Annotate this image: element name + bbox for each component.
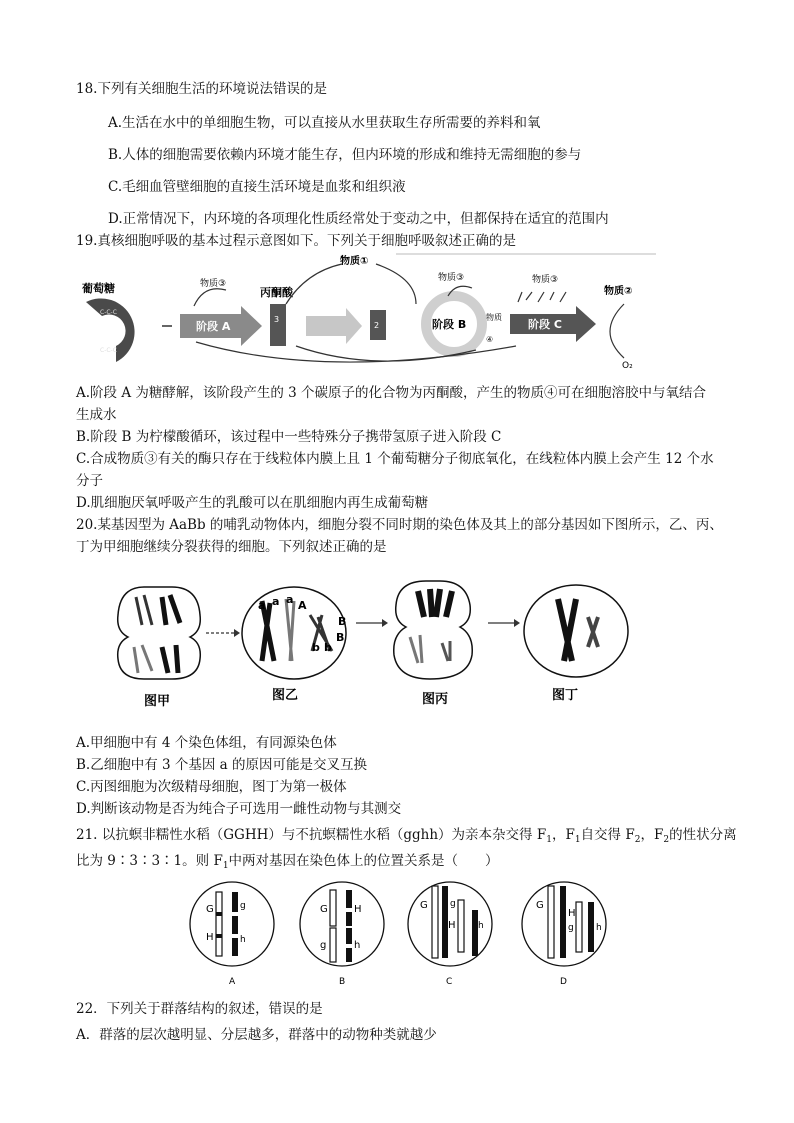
q22-option-a: A．群落的层次越明显、分层越多，群落中的动物种类就越少 <box>76 1027 437 1043</box>
q18-option-c: C.毛细血管壁细胞的直接生活环境是血浆和组织液 <box>108 179 406 195</box>
q19-stem: 19.真核细胞呼吸的基本过程示意图如下。下列关于细胞呼吸叙述正确的是 <box>76 233 516 249</box>
substance-3-label-1: 物质③ <box>200 279 227 289</box>
svg-text:G: G <box>320 904 328 915</box>
substance-2-label: 物质② <box>604 286 633 297</box>
q19-option-a-line2: 生成水 <box>76 407 117 423</box>
substance-3-label-2: 物质③ <box>438 273 465 283</box>
svg-text:h: h <box>596 923 602 933</box>
stage-c-label: 阶段 C <box>528 318 562 331</box>
q18-option-a: A.生活在水中的单细胞生物，可以直接从水里获取生存所需要的养料和氧 <box>108 115 541 131</box>
option-c-label: C <box>446 977 453 987</box>
pyruvate-block <box>270 304 286 346</box>
pyruvate-label: 丙酮酸 <box>260 286 293 299</box>
svg-text:g: g <box>240 901 246 911</box>
q20-option-b: B.乙细胞中有 3 个基因 a 的原因可能是交叉互换 <box>76 757 368 773</box>
q18-option-d: D.正常情况下，内环境的各项理化性质经常处于变动之中，但都保持在适宜的范围内 <box>108 211 609 227</box>
q20-option-a: A.甲细胞中有 4 个染色体组，有同源染色体 <box>76 735 337 751</box>
svg-text:G: G <box>536 900 544 911</box>
cell-jia <box>118 587 201 679</box>
stage-a-label: 阶段 A <box>196 320 231 333</box>
cell-division-figure <box>100 575 660 710</box>
q20-option-d: D.判断该动物是否为纯合子可选用一雌性动物与其测交 <box>76 801 402 817</box>
stage-b-label: 阶段 B <box>432 318 467 331</box>
substance-4-label: 物质 <box>486 313 502 322</box>
respiration-diagram <box>76 250 676 375</box>
transport-arrow <box>306 308 362 344</box>
gene-label-6: B <box>336 631 345 644</box>
q19-option-a-line1: A.阶段 A 为糖酵解，该阶段产生的 3 个碳原子的化合物为丙酮酸，产生的物质④可在细胞溶胶中与氧结合 <box>76 385 707 401</box>
gene-label-7: b <box>312 641 320 654</box>
option-b-label: B <box>339 977 346 987</box>
cell-ding <box>524 585 628 677</box>
option-d-label: D <box>560 977 567 987</box>
q18-option-b: B.人体的细胞需要依赖内环境才能生存，但内环境的形成和维持无需细胞的参与 <box>108 147 582 163</box>
q18-stem: 18.下列有关细胞生活的环境说法错误的是 <box>76 81 327 97</box>
svg-text:g: g <box>568 923 574 933</box>
svg-text:C-C-C: C-C-C <box>100 309 117 316</box>
figure-ding-label: 图丁 <box>552 688 579 703</box>
gene-label-8: b <box>324 641 332 654</box>
svg-text:3: 3 <box>274 315 280 324</box>
q19-option-c-line2: 分子 <box>76 473 103 489</box>
figure-jia-label: 图甲 <box>144 694 171 709</box>
svg-text:G: G <box>420 900 428 911</box>
svg-text:h: h <box>240 935 246 945</box>
gene-label-1: a <box>258 599 266 612</box>
svg-text:H: H <box>206 932 214 943</box>
svg-text:H: H <box>448 920 456 931</box>
o2-label: O₂ <box>622 361 633 371</box>
q22-stem: 22．下列关于群落结构的叙述，错误的是 <box>76 1001 323 1017</box>
q19-option-c-line1: C.合成物质③有关的酶只存在于线粒体内膜上且 1 个葡萄糖分子彻底氧化，在线粒体内膜上会产生 12 个水 <box>76 451 714 467</box>
gene-label-2: a <box>272 595 280 608</box>
svg-text:h: h <box>354 940 361 951</box>
svg-text:g: g <box>320 940 327 951</box>
q19-option-d: D.肌细胞厌氧呼吸产生的乳酸可以在肌细胞内再生成葡萄糖 <box>76 495 429 511</box>
gene-label-3: a <box>286 593 294 606</box>
substance-1-label: 物质① <box>340 256 369 267</box>
gene-label-5: B <box>338 615 347 628</box>
gene-label-4: A <box>298 599 307 612</box>
q20-option-c: C.丙图细胞为次级精母细胞，图丁为第一极体 <box>76 779 347 795</box>
svg-text:C-C-C: C-C-C <box>100 347 117 354</box>
chromosome-options-figure <box>180 872 630 990</box>
svg-text:h: h <box>478 921 484 931</box>
svg-text:H: H <box>568 908 576 919</box>
q21-stem-line1: 21. 以抗螟非糯性水稻（GGHH）与不抗螟糯性水稻（gghh）为亲本杂交得 $F_1$，$F_1$自交得 $F_2$，$F_2$的性状分离 <box>76 827 737 845</box>
figure-yi-label: 图乙 <box>272 688 299 703</box>
q20-stem-line1: 20.某基因型为 AaBb 的哺乳动物体内，细胞分裂不同时期的染色体及其上的部分基因如下图所示，乙、丙、 <box>76 517 723 533</box>
q20-stem-line2: 丁为甲细胞继续分裂获得的细胞。下列叙述正确的是 <box>76 539 387 555</box>
option-b-circle <box>300 882 384 966</box>
glucose-label: 葡萄糖 <box>82 282 115 295</box>
q19-option-b: B.阶段 B 为柠檬酸循环，该过程中一些特殊分子携带氢原子进入阶段 C <box>76 429 502 445</box>
option-a-label: A <box>229 977 236 987</box>
substance-3-label-3: 物质③ <box>532 275 559 285</box>
figure-bing-label: 图丙 <box>422 692 449 707</box>
svg-text:H: H <box>354 904 362 915</box>
substance-4-number: ④ <box>486 335 494 344</box>
q21-stem-line2: 比为 9∶3∶3∶1。则 $F_1$中两对基因在染色体上的位置关系是（ ） <box>76 853 499 871</box>
svg-text:2: 2 <box>374 321 380 330</box>
svg-text:G: G <box>206 904 214 915</box>
svg-text:g: g <box>450 899 456 909</box>
